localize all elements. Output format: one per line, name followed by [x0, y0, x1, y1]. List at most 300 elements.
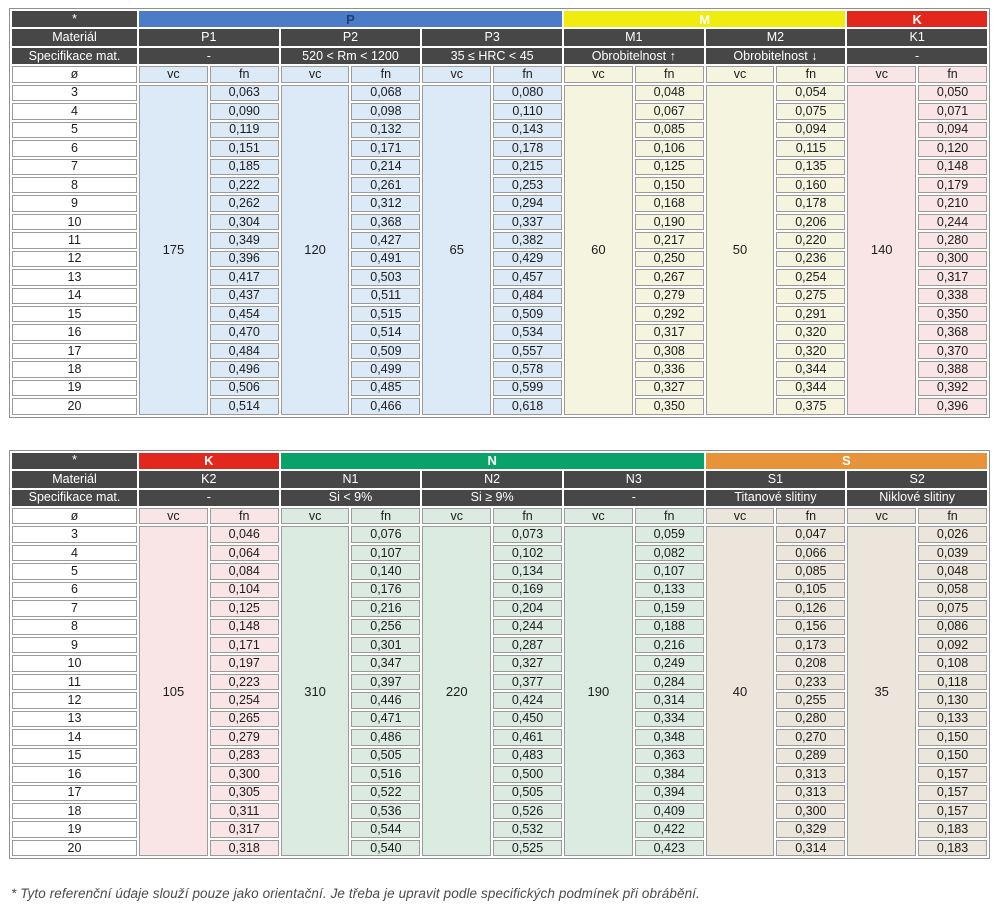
diameter-row-label: 12: [12, 251, 137, 267]
fn-value-S2: 0,157: [918, 803, 987, 819]
fn-value-K2: 0,283: [210, 748, 279, 764]
diameter-row-label: 14: [12, 729, 137, 745]
material-row-label: Materiál: [12, 471, 137, 487]
fn-value-N2: 0,461: [493, 729, 562, 745]
spec-row-label: Specifikace mat.: [12, 48, 137, 64]
fn-value-N1: 0,076: [351, 526, 420, 542]
cutting-data-table-KNS: [10, 451, 989, 859]
vc-column-header-K2: vc: [139, 508, 208, 524]
fn-value-K1: 0,392: [918, 380, 987, 396]
fn-value-N2: 0,424: [493, 692, 562, 708]
fn-value-S2: 0,026: [918, 526, 987, 542]
fn-value-K2: 0,125: [210, 600, 279, 616]
fn-value-M2: 0,344: [776, 380, 845, 396]
fn-value-S2: 0,048: [918, 563, 987, 579]
fn-value-S2: 0,183: [918, 840, 987, 856]
diameter-row-label: 11: [12, 232, 137, 248]
diameter-row-label: 12: [12, 692, 137, 708]
fn-value-K2: 0,305: [210, 785, 279, 801]
fn-value-K2: 0,084: [210, 563, 279, 579]
fn-column-header-P1: fn: [210, 66, 279, 82]
fn-value-P2: 0,509: [351, 343, 420, 359]
fn-value-S1: 0,280: [776, 711, 845, 727]
fn-value-M2: 0,115: [776, 140, 845, 156]
fn-value-M2: 0,375: [776, 398, 845, 414]
fn-value-K1: 0,280: [918, 232, 987, 248]
fn-value-N2: 0,505: [493, 785, 562, 801]
fn-value-S1: 0,173: [776, 637, 845, 653]
fn-value-P3: 0,484: [493, 288, 562, 304]
fn-value-M2: 0,291: [776, 306, 845, 322]
material-column-header-N3: N3: [564, 471, 704, 487]
material-spec-S1: Titanové slitiny: [706, 490, 846, 506]
fn-value-P3: 0,143: [493, 122, 562, 138]
diameter-column-header: ø: [12, 66, 137, 82]
fn-value-S1: 0,270: [776, 729, 845, 745]
vc-column-header-P1: vc: [139, 66, 208, 82]
fn-value-S1: 0,313: [776, 785, 845, 801]
material-column-header-M1: M1: [564, 29, 704, 45]
fn-value-M1: 0,292: [635, 306, 704, 322]
fn-value-N3: 0,249: [635, 655, 704, 671]
fn-column-header-N1: fn: [351, 508, 420, 524]
vc-value-M1: 60: [564, 85, 633, 415]
fn-value-N1: 0,522: [351, 785, 420, 801]
fn-value-K2: 0,300: [210, 766, 279, 782]
material-column-header-P3: P3: [422, 29, 562, 45]
diameter-row-label: 15: [12, 306, 137, 322]
fn-value-N3: 0,422: [635, 821, 704, 837]
material-column-header-P1: P1: [139, 29, 279, 45]
fn-column-header-M2: fn: [776, 66, 845, 82]
fn-value-P1: 0,506: [210, 380, 279, 396]
fn-value-N1: 0,140: [351, 563, 420, 579]
material-row-label: Materiál: [12, 29, 137, 45]
fn-value-M1: 0,308: [635, 343, 704, 359]
fn-value-N1: 0,516: [351, 766, 420, 782]
material-group-band-M: M: [564, 11, 845, 27]
fn-value-M1: 0,279: [635, 288, 704, 304]
fn-value-N1: 0,256: [351, 619, 420, 635]
fn-value-P2: 0,068: [351, 85, 420, 101]
fn-value-S1: 0,085: [776, 563, 845, 579]
diameter-row-label: 14: [12, 288, 137, 304]
fn-value-N3: 0,284: [635, 674, 704, 690]
fn-value-N2: 0,287: [493, 637, 562, 653]
fn-value-P3: 0,429: [493, 251, 562, 267]
material-spec-N1: Si < 9%: [281, 490, 421, 506]
diameter-row-label: 4: [12, 103, 137, 119]
fn-value-P1: 0,262: [210, 195, 279, 211]
fn-value-K1: 0,179: [918, 177, 987, 193]
fn-value-S2: 0,150: [918, 729, 987, 745]
fn-value-S2: 0,157: [918, 766, 987, 782]
material-column-header-N2: N2: [422, 471, 562, 487]
diameter-row-label: 18: [12, 803, 137, 819]
fn-value-M2: 0,094: [776, 122, 845, 138]
fn-value-P2: 0,491: [351, 251, 420, 267]
vc-value-K1: 140: [847, 85, 916, 415]
fn-value-K1: 0,071: [918, 103, 987, 119]
fn-value-K2: 0,197: [210, 655, 279, 671]
material-column-header-S1: S1: [706, 471, 846, 487]
fn-value-P3: 0,337: [493, 214, 562, 230]
fn-value-P2: 0,261: [351, 177, 420, 193]
fn-value-K1: 0,050: [918, 85, 987, 101]
fn-value-K1: 0,148: [918, 159, 987, 175]
fn-value-K2: 0,311: [210, 803, 279, 819]
fn-value-M2: 0,160: [776, 177, 845, 193]
fn-value-M2: 0,206: [776, 214, 845, 230]
fn-value-P2: 0,514: [351, 324, 420, 340]
fn-value-M1: 0,327: [635, 380, 704, 396]
fn-value-N1: 0,176: [351, 582, 420, 598]
fn-value-M1: 0,168: [635, 195, 704, 211]
fn-value-K1: 0,368: [918, 324, 987, 340]
fn-value-N1: 0,540: [351, 840, 420, 856]
fn-value-S1: 0,233: [776, 674, 845, 690]
material-spec-K1: -: [847, 48, 987, 64]
fn-value-P1: 0,496: [210, 361, 279, 377]
asterisk-corner-cell: *: [12, 11, 137, 27]
fn-value-P1: 0,417: [210, 269, 279, 285]
fn-column-header-P3: fn: [493, 66, 562, 82]
asterisk-corner-cell: *: [12, 453, 137, 469]
fn-value-M1: 0,250: [635, 251, 704, 267]
fn-value-N1: 0,347: [351, 655, 420, 671]
fn-value-P3: 0,253: [493, 177, 562, 193]
diameter-column-header: ø: [12, 508, 137, 524]
fn-value-P1: 0,090: [210, 103, 279, 119]
cutting-data-table-PMK-frame: [9, 8, 990, 418]
diameter-row-label: 20: [12, 398, 137, 414]
diameter-row-label: 3: [12, 526, 137, 542]
fn-value-P1: 0,484: [210, 343, 279, 359]
fn-value-S1: 0,156: [776, 619, 845, 635]
fn-value-N2: 0,244: [493, 619, 562, 635]
fn-value-S1: 0,329: [776, 821, 845, 837]
fn-value-M1: 0,350: [635, 398, 704, 414]
fn-value-K2: 0,171: [210, 637, 279, 653]
vc-value-S1: 40: [706, 526, 775, 856]
fn-value-N3: 0,384: [635, 766, 704, 782]
fn-value-S1: 0,313: [776, 766, 845, 782]
fn-value-P3: 0,557: [493, 343, 562, 359]
fn-value-M2: 0,275: [776, 288, 845, 304]
fn-value-M2: 0,236: [776, 251, 845, 267]
fn-column-header-N3: fn: [635, 508, 704, 524]
fn-value-P1: 0,151: [210, 140, 279, 156]
fn-value-N1: 0,544: [351, 821, 420, 837]
diameter-row-label: 6: [12, 582, 137, 598]
fn-value-N1: 0,107: [351, 545, 420, 561]
spec-row-label: Specifikace mat.: [12, 490, 137, 506]
fn-value-P2: 0,132: [351, 122, 420, 138]
material-spec-N3: -: [564, 490, 704, 506]
fn-value-N3: 0,188: [635, 619, 704, 635]
fn-value-N3: 0,082: [635, 545, 704, 561]
fn-value-P1: 0,185: [210, 159, 279, 175]
fn-value-M1: 0,150: [635, 177, 704, 193]
fn-value-M2: 0,054: [776, 85, 845, 101]
diameter-row-label: 10: [12, 655, 137, 671]
fn-value-S1: 0,300: [776, 803, 845, 819]
fn-value-S2: 0,075: [918, 600, 987, 616]
vc-value-N1: 310: [281, 526, 350, 856]
diameter-row-label: 9: [12, 195, 137, 211]
material-spec-M2: Obrobitelnost ↓: [706, 48, 846, 64]
material-spec-N2: Si ≥ 9%: [422, 490, 562, 506]
fn-value-N3: 0,334: [635, 711, 704, 727]
fn-value-N2: 0,073: [493, 526, 562, 542]
diameter-row-label: 9: [12, 637, 137, 653]
fn-value-N2: 0,500: [493, 766, 562, 782]
diameter-row-label: 6: [12, 140, 137, 156]
fn-value-P3: 0,110: [493, 103, 562, 119]
fn-value-M2: 0,320: [776, 343, 845, 359]
fn-value-K2: 0,279: [210, 729, 279, 745]
fn-value-N3: 0,107: [635, 563, 704, 579]
fn-value-K1: 0,317: [918, 269, 987, 285]
vc-value-K2: 105: [139, 526, 208, 856]
vc-column-header-S1: vc: [706, 508, 775, 524]
fn-value-M1: 0,317: [635, 324, 704, 340]
fn-value-N2: 0,204: [493, 600, 562, 616]
diameter-row-label: 17: [12, 785, 137, 801]
fn-value-M1: 0,048: [635, 85, 704, 101]
fn-value-P2: 0,368: [351, 214, 420, 230]
fn-value-M1: 0,217: [635, 232, 704, 248]
fn-value-P2: 0,511: [351, 288, 420, 304]
fn-value-S1: 0,047: [776, 526, 845, 542]
diameter-row-label: 8: [12, 177, 137, 193]
fn-value-N3: 0,394: [635, 785, 704, 801]
vc-column-header-N2: vc: [422, 508, 491, 524]
diameter-row-label: 11: [12, 674, 137, 690]
fn-value-K2: 0,223: [210, 674, 279, 690]
fn-column-header-K2: fn: [210, 508, 279, 524]
diameter-row-label: 18: [12, 361, 137, 377]
fn-value-M2: 0,178: [776, 195, 845, 211]
fn-value-K2: 0,148: [210, 619, 279, 635]
vc-column-header-S2: vc: [847, 508, 916, 524]
vc-column-header-M2: vc: [706, 66, 775, 82]
fn-value-N1: 0,486: [351, 729, 420, 745]
cutting-data-table-KNS-frame: [9, 450, 990, 860]
diameter-row-label: 3: [12, 85, 137, 101]
fn-value-K2: 0,254: [210, 692, 279, 708]
fn-value-P3: 0,294: [493, 195, 562, 211]
fn-value-P2: 0,214: [351, 159, 420, 175]
fn-value-M2: 0,254: [776, 269, 845, 285]
fn-value-N2: 0,377: [493, 674, 562, 690]
fn-value-S1: 0,105: [776, 582, 845, 598]
fn-value-P1: 0,437: [210, 288, 279, 304]
fn-value-K1: 0,210: [918, 195, 987, 211]
vc-column-header-P3: vc: [422, 66, 491, 82]
fn-value-N3: 0,159: [635, 600, 704, 616]
fn-value-P3: 0,080: [493, 85, 562, 101]
fn-value-N1: 0,536: [351, 803, 420, 819]
fn-value-P1: 0,119: [210, 122, 279, 138]
vc-value-M2: 50: [706, 85, 775, 415]
material-column-header-N1: N1: [281, 471, 421, 487]
fn-value-P2: 0,515: [351, 306, 420, 322]
fn-value-K2: 0,318: [210, 840, 279, 856]
fn-value-N1: 0,397: [351, 674, 420, 690]
diameter-row-label: 17: [12, 343, 137, 359]
fn-value-N1: 0,505: [351, 748, 420, 764]
fn-value-K1: 0,094: [918, 122, 987, 138]
fn-value-N3: 0,133: [635, 582, 704, 598]
fn-value-P1: 0,063: [210, 85, 279, 101]
fn-value-K1: 0,120: [918, 140, 987, 156]
diameter-row-label: 7: [12, 600, 137, 616]
fn-value-S1: 0,126: [776, 600, 845, 616]
fn-value-M1: 0,106: [635, 140, 704, 156]
material-column-header-K2: K2: [139, 471, 279, 487]
fn-value-N1: 0,216: [351, 600, 420, 616]
fn-value-P1: 0,514: [210, 398, 279, 414]
material-group-band-S: S: [706, 453, 987, 469]
material-spec-P1: -: [139, 48, 279, 64]
fn-value-P3: 0,178: [493, 140, 562, 156]
fn-value-P2: 0,427: [351, 232, 420, 248]
diameter-row-label: 10: [12, 214, 137, 230]
fn-value-N1: 0,471: [351, 711, 420, 727]
diameter-row-label: 5: [12, 563, 137, 579]
diameter-row-label: 15: [12, 748, 137, 764]
fn-value-M1: 0,085: [635, 122, 704, 138]
fn-value-K2: 0,064: [210, 545, 279, 561]
fn-value-S2: 0,157: [918, 785, 987, 801]
fn-value-N1: 0,446: [351, 692, 420, 708]
fn-value-M1: 0,336: [635, 361, 704, 377]
fn-value-P3: 0,534: [493, 324, 562, 340]
fn-value-N1: 0,301: [351, 637, 420, 653]
material-group-band-N: N: [281, 453, 704, 469]
fn-value-P2: 0,171: [351, 140, 420, 156]
fn-value-K2: 0,317: [210, 821, 279, 837]
fn-value-P1: 0,222: [210, 177, 279, 193]
fn-value-K1: 0,396: [918, 398, 987, 414]
fn-value-P1: 0,349: [210, 232, 279, 248]
footnote: * Tyto referenční údaje slouží pouze jako orientační. Je třeba je upravit podle specifických podmínek při obrábění.: [11, 886, 700, 902]
fn-column-header-P2: fn: [351, 66, 420, 82]
fn-value-S1: 0,314: [776, 840, 845, 856]
vc-column-header-N1: vc: [281, 508, 350, 524]
fn-value-P2: 0,466: [351, 398, 420, 414]
table-row: [12, 526, 987, 542]
vc-value-N2: 220: [422, 526, 491, 856]
fn-value-N2: 0,525: [493, 840, 562, 856]
fn-value-P3: 0,457: [493, 269, 562, 285]
fn-value-P3: 0,215: [493, 159, 562, 175]
vc-value-P1: 175: [139, 85, 208, 415]
fn-value-P2: 0,503: [351, 269, 420, 285]
fn-value-M2: 0,344: [776, 361, 845, 377]
diameter-row-label: 7: [12, 159, 137, 175]
fn-value-N2: 0,169: [493, 582, 562, 598]
diameter-row-label: 16: [12, 324, 137, 340]
fn-value-P3: 0,509: [493, 306, 562, 322]
fn-value-S1: 0,255: [776, 692, 845, 708]
fn-value-P1: 0,396: [210, 251, 279, 267]
material-group-band-K: K: [139, 453, 279, 469]
fn-value-P3: 0,382: [493, 232, 562, 248]
material-spec-M1: Obrobitelnost ↑: [564, 48, 704, 64]
diameter-row-label: 13: [12, 711, 137, 727]
fn-value-K2: 0,104: [210, 582, 279, 598]
fn-value-K2: 0,046: [210, 526, 279, 542]
material-spec-K2: -: [139, 490, 279, 506]
fn-value-K1: 0,388: [918, 361, 987, 377]
fn-value-S2: 0,108: [918, 655, 987, 671]
fn-value-N2: 0,532: [493, 821, 562, 837]
material-column-header-K1: K1: [847, 29, 987, 45]
fn-value-K1: 0,244: [918, 214, 987, 230]
vc-column-header-N3: vc: [564, 508, 633, 524]
fn-value-N3: 0,216: [635, 637, 704, 653]
material-spec-P3: 35 ≤ HRC < 45: [422, 48, 562, 64]
fn-value-S2: 0,150: [918, 748, 987, 764]
fn-value-S1: 0,289: [776, 748, 845, 764]
fn-column-header-N2: fn: [493, 508, 562, 524]
fn-column-header-S2: fn: [918, 508, 987, 524]
fn-value-P2: 0,485: [351, 380, 420, 396]
fn-value-S2: 0,058: [918, 582, 987, 598]
fn-value-P1: 0,304: [210, 214, 279, 230]
fn-value-N2: 0,526: [493, 803, 562, 819]
fn-value-M2: 0,220: [776, 232, 845, 248]
fn-value-N2: 0,327: [493, 655, 562, 671]
diameter-row-label: 19: [12, 821, 137, 837]
fn-value-P2: 0,098: [351, 103, 420, 119]
fn-value-P3: 0,599: [493, 380, 562, 396]
fn-value-S2: 0,130: [918, 692, 987, 708]
diameter-row-label: 13: [12, 269, 137, 285]
vc-column-header-P2: vc: [281, 66, 350, 82]
diameter-row-label: 5: [12, 122, 137, 138]
fn-value-M1: 0,267: [635, 269, 704, 285]
fn-value-N3: 0,059: [635, 526, 704, 542]
fn-value-P2: 0,312: [351, 195, 420, 211]
fn-value-S2: 0,039: [918, 545, 987, 561]
fn-value-M1: 0,125: [635, 159, 704, 175]
fn-value-S1: 0,066: [776, 545, 845, 561]
fn-value-S2: 0,183: [918, 821, 987, 837]
vc-value-P3: 65: [422, 85, 491, 415]
fn-value-M2: 0,320: [776, 324, 845, 340]
fn-value-S2: 0,118: [918, 674, 987, 690]
fn-value-P3: 0,578: [493, 361, 562, 377]
fn-value-S2: 0,092: [918, 637, 987, 653]
fn-value-P1: 0,470: [210, 324, 279, 340]
vc-value-N3: 190: [564, 526, 633, 856]
material-column-header-P2: P2: [281, 29, 421, 45]
material-column-header-M2: M2: [706, 29, 846, 45]
fn-value-M2: 0,075: [776, 103, 845, 119]
diameter-row-label: 16: [12, 766, 137, 782]
fn-value-N3: 0,423: [635, 840, 704, 856]
cutting-data-table-PMK: [10, 9, 989, 417]
table-row: [12, 85, 987, 101]
diameter-row-label: 20: [12, 840, 137, 856]
fn-column-header-M1: fn: [635, 66, 704, 82]
vc-value-S2: 35: [847, 526, 916, 856]
fn-value-K2: 0,265: [210, 711, 279, 727]
material-group-band-P: P: [139, 11, 562, 27]
